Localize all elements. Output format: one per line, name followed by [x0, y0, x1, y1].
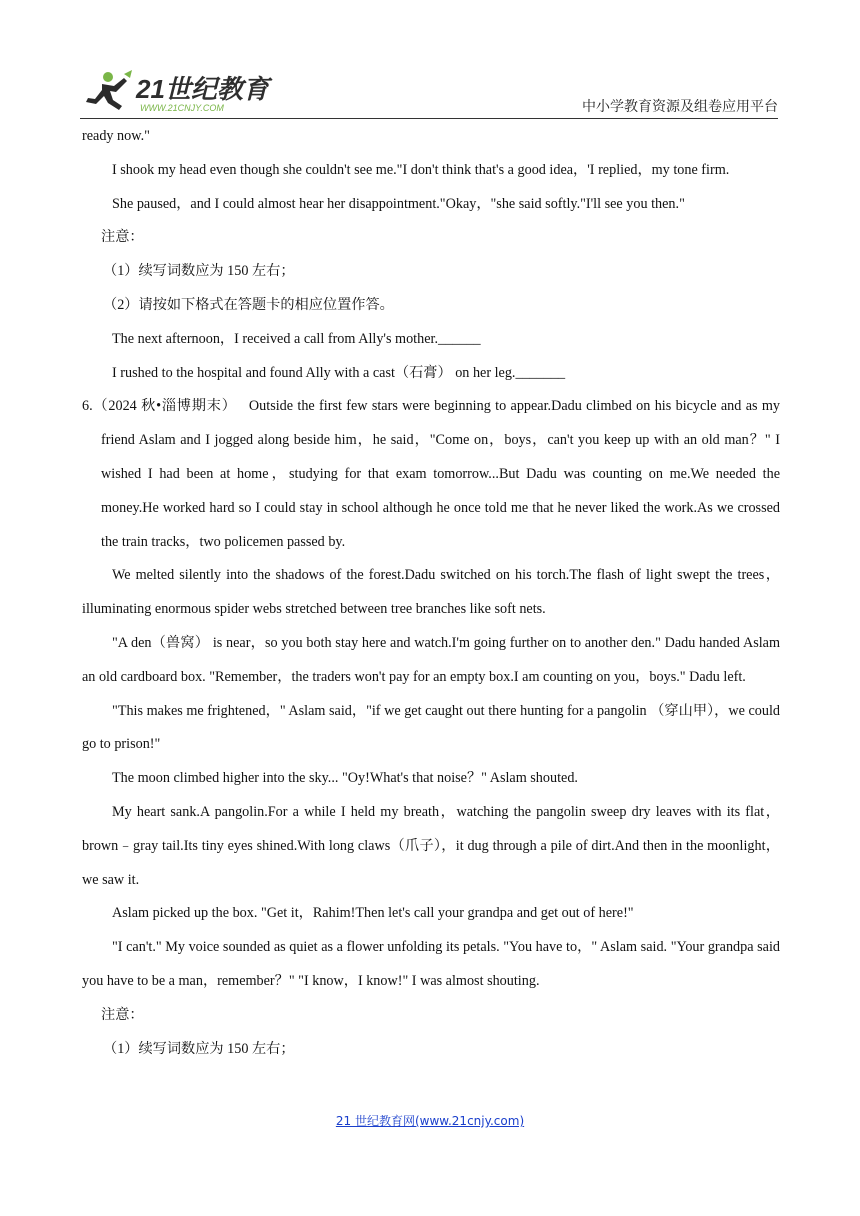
- site-logo: [80, 68, 280, 114]
- paragraph: The moon climbed higher into the sky... "Oy!What's that noise？" Aslam shouted.: [112, 770, 578, 787]
- paragraph: Aslam picked up the box. "Get it，Rahim!Then let's call your grandpa and get out of here!": [112, 905, 634, 922]
- platform-name: 中小学教育资源及组卷应用平台: [582, 99, 778, 115]
- paragraph: She paused，and I could almost hear her disappointment."Okay，"she said softly."I'll see you then.": [112, 195, 685, 212]
- paragraph: My heart sank.A pangolin.For a while I held my breath，watching the pangolin sweep dry leaves with its flat，brown﹣gray tail.Its tiny eyes shined.With long claws（爪子），it dug through a pile of dirt.And then in the moonlight，we saw it.: [82, 803, 780, 888]
- runner-icon: [86, 70, 132, 110]
- paragraph: "This makes me frightened，" Aslam said，"if we get caught out there hunting for a pangolin （穿山甲），we could go to prison!": [82, 702, 780, 753]
- note-heading: 注意：: [101, 229, 144, 246]
- paragraph: "A den（兽窝） is near，so you both stay here and watch.I'm going further on to another den." Dadu handed Aslam an old cardboard box. "Remember，the traders won't pay for an empty box.I am counting on you，boys." Dadu left.: [82, 634, 780, 685]
- footer-link[interactable]: 21 世纪教育网(www.21cnjy.com): [335, 1114, 525, 1128]
- continuation-prompt: I rushed to the hospital and found Ally with a cast（石膏） on her leg._______: [112, 364, 566, 381]
- page-header: [80, 64, 778, 118]
- paragraph: "I can't." My voice sounded as quiet as a flower unfolding its petals. "You have to，" Aslam said. "Your grandpa said you have to be a man，remember？" "I know，I know!" I was almost shouting.: [82, 939, 780, 989]
- paragraph: I shook my head even though she couldn't see me."I don't think that's a good idea，'I replied，my tone firm.: [112, 161, 730, 178]
- continuation-prompt: The next afternoon，I received a call from Ally's mother.______: [112, 330, 481, 347]
- document-body: [82, 120, 780, 1066]
- note-item: （2）请按如下格式在答题卡的相应位置作答。: [103, 296, 394, 313]
- note-heading: 注意：: [101, 1006, 144, 1023]
- question-6: 6.（2024 秋•淄博期末） Outside the first few stars were beginning to appear.Dadu climbed on his bicycle and as my friend Aslam and I jogged along beside him，he said，"Come on，boys，can't you keep up with an old man？" I wished I had been at home，studying for that exam tomorrow...But Dadu was counting on me.We needed the money.He worked hard so I could stay in school although he once told me that he never liked the work.As we crossed the train tracks，two policemen passed by.: [82, 398, 780, 550]
- header-divider: [80, 118, 778, 119]
- paragraph: We melted silently into the shadows of the forest.Dadu switched on his torch.The flash of light swept the trees，illuminating enormous spider webs stretched between tree branches like soft nets.: [82, 567, 780, 618]
- logo-url: WWW.21CNJY.COM: [140, 103, 224, 113]
- logo-text: 21世纪教育: [136, 74, 269, 104]
- note-item: （1）续写词数应为 150 左右；: [103, 1040, 295, 1057]
- note-item: （1）续写词数应为 150 左右；: [103, 263, 295, 280]
- text-line: ready now.": [82, 128, 150, 144]
